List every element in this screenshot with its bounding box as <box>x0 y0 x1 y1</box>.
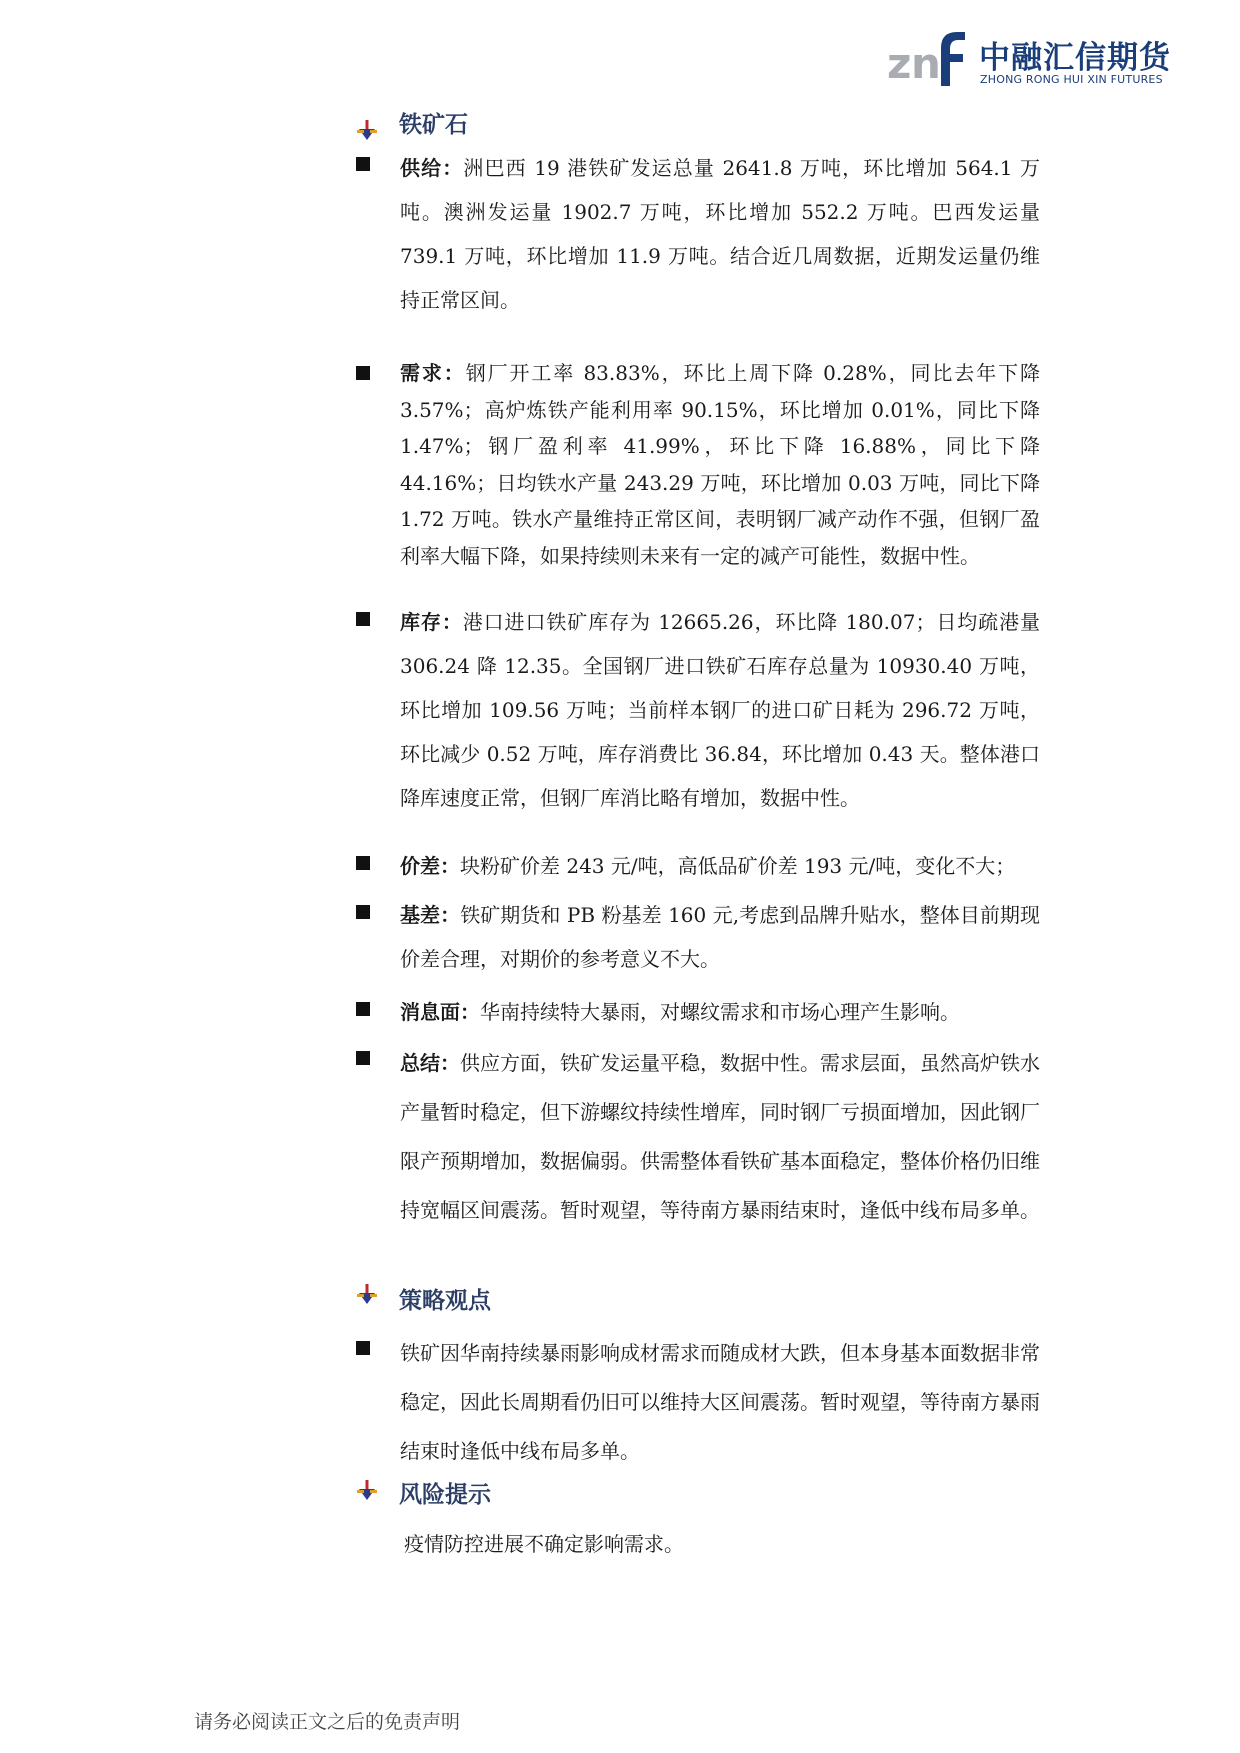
text-demand: 钢厂开工率 83.83%，环比上周下降 0.28%，同比去年下降 3.57%；高炉炼铁产能利用率 90.15%，环比增加 0.01%，同比下降 1.47%；钢厂盈利率 41.99%，环比下降 16.88%，同比下降 44.16%；日均铁水产量 243.29 万吨，环比增加 0.03 万吨，同比下降 1.72 万吨。铁水产量维持正常区间，表明钢厂减产动作不强，但钢厂盈利率大幅下降，如果持续则未来有一定的减产可能性，数据中性。 <box>400 361 1040 568</box>
text-strategy: 铁矿因华南持续暴雨影响成材需求而随成材大跌，但本身基本面数据非常稳定，因此长周期看仍旧可以维持大区间震荡。暂时观望，等待南方暴雨结束时逢低中线布局多单。 <box>400 1341 1040 1463</box>
bullet-square-icon <box>356 1051 370 1065</box>
bullet-square-icon <box>356 905 370 919</box>
znf-logo-mark <box>885 28 967 90</box>
logo-english-name: ZHONG RONG HUI XIN FUTURES <box>980 73 1163 86</box>
label-supply: 供给： <box>400 156 464 180</box>
paragraph-news <box>400 990 1040 1034</box>
text-inventory: 港口进口铁矿库存为 12665.26，环比降 180.07；日均疏港量 306.24 降 12.35。全国钢厂进口铁矿石库存总量为 10930.40 万吨，环比增加 109.56 万吨；当前样本钢厂的进口矿日耗为 296.72 万吨，环比减少 0.52 万吨，库存消费比 36.84，环比增加 0.43 天。整体港口降库速度正常，但钢厂库消比略有增加，数据中性。 <box>400 610 1040 810</box>
bullet-square-icon <box>356 157 370 171</box>
bullet-square-icon <box>356 1002 370 1016</box>
label-summary: 总结： <box>400 1051 460 1075</box>
bullet-square-icon <box>356 612 370 626</box>
text-news: 华南持续特大暴雨，对螺纹需求和市场心理产生影响。 <box>480 1000 960 1024</box>
paragraph-basis <box>400 893 1040 981</box>
label-spread: 价差： <box>400 854 460 878</box>
text-basis: 铁矿期货和 PB 粉基差 160 元,考虑到品牌升贴水，整体目前期现价差合理，对期价的参考意义不大。 <box>400 903 1040 971</box>
section-arrow-icon <box>356 1284 378 1306</box>
label-news: 消息面： <box>400 1000 480 1024</box>
bullet-square-icon <box>356 366 370 380</box>
svg-text:z: z <box>887 39 912 88</box>
text-supply: 洲巴西 19 港铁矿发运总量 2641.8 万吨，环比增加 564.1 万吨。澳洲发运量 1902.7 万吨，环比增加 552.2 万吨。巴西发运量 739.1 万吨，环比增加 11.9 万吨。结合近几周数据，近期发运量仍维持正常区间。 <box>400 156 1040 312</box>
section-title-iron-ore: 铁矿石 <box>399 112 468 138</box>
paragraph-strategy <box>400 1329 1040 1476</box>
footer-disclaimer: 请务必阅读正文之后的免责声明 <box>194 1711 461 1733</box>
paragraph-summary <box>400 1039 1040 1235</box>
label-basis: 基差： <box>400 903 461 927</box>
paragraph-demand <box>400 355 1040 574</box>
section-arrow-icon <box>356 120 378 142</box>
paragraph-spread <box>400 844 1040 888</box>
paragraph-inventory <box>400 600 1040 820</box>
text-spread: 块粉矿价差 243 元/吨，高低品矿价差 193 元/吨，变化不大； <box>460 854 1016 878</box>
svg-text:n: n <box>911 39 941 88</box>
label-demand: 需求： <box>400 361 466 385</box>
company-logo <box>885 28 1175 90</box>
label-inventory: 库存： <box>400 610 463 634</box>
text-summary: 供应方面，铁矿发运量平稳，数据中性。需求层面，虽然高炉铁水产量暂时稳定，但下游螺纹持续性增库，同时钢厂亏损面增加，因此钢厂限产预期增加，数据偏弱。供需整体看铁矿基本面稳定，整体价格仍旧维持宽幅区间震荡。暂时观望，等待南方暴雨结束时，逢低中线布局多单。 <box>400 1051 1040 1222</box>
section-arrow-icon <box>356 1480 378 1502</box>
logo-chinese-name: 中融汇信期货 <box>979 40 1171 76</box>
section-title-strategy: 策略观点 <box>399 1288 491 1314</box>
section-title-risk: 风险提示 <box>399 1482 491 1508</box>
bullet-square-icon <box>356 1341 370 1355</box>
text-risk: 疫情防控进展不确定影响需求。 <box>404 1532 684 1556</box>
bullet-square-icon <box>356 856 370 870</box>
paragraph-supply <box>400 146 1040 322</box>
